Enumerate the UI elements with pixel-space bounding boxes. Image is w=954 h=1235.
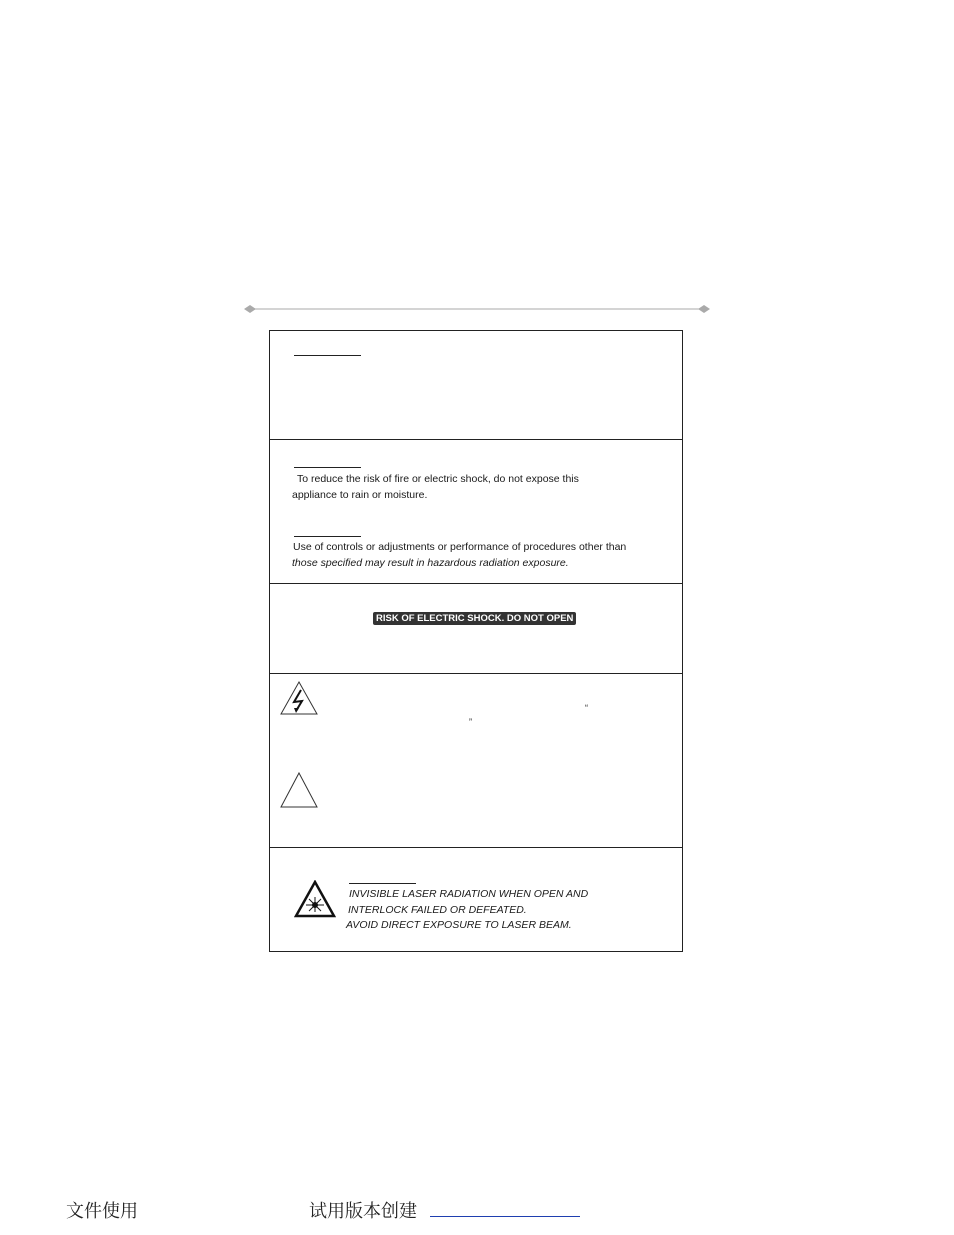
shock-label-section bbox=[270, 583, 682, 674]
exclamation-triangle-icon bbox=[279, 771, 319, 809]
heading-underline bbox=[349, 883, 416, 884]
safety-warning-box bbox=[269, 330, 683, 952]
caution-section bbox=[270, 331, 682, 440]
laser-caution-line2: those specified may result in hazardous radiation exposure. bbox=[292, 557, 569, 569]
laser-caution-line1: Use of controls or adjustments or performance of procedures other than bbox=[293, 541, 627, 553]
moisture-warning-line2: appliance to rain or moisture. bbox=[292, 489, 428, 501]
laser-label-section bbox=[270, 847, 682, 953]
warning-section bbox=[270, 439, 682, 584]
lightning-triangle-icon bbox=[279, 680, 319, 716]
laser-label-line1: INVISIBLE LASER RADIATION WHEN OPEN AND bbox=[349, 888, 589, 900]
heading-underline bbox=[294, 467, 361, 468]
footer-link-underline[interactable] bbox=[430, 1216, 580, 1217]
footer-left-text: 文件使用 bbox=[66, 1201, 138, 1222]
header-divider bbox=[244, 303, 710, 315]
laser-hazard-icon bbox=[294, 880, 336, 918]
laser-label-line3: AVOID DIRECT EXPOSURE TO LASER BEAM. bbox=[346, 919, 572, 931]
open-quote: “ bbox=[585, 703, 588, 713]
close-quote: ” bbox=[469, 717, 472, 727]
shock-warning-badge: RISK OF ELECTRIC SHOCK. DO NOT OPEN bbox=[373, 612, 576, 625]
footer-right-text: 试用版本创建 bbox=[309, 1201, 417, 1222]
heading-underline bbox=[294, 355, 361, 356]
symbols-section bbox=[270, 673, 682, 848]
laser-label-line2: INTERLOCK FAILED OR DEFEATED. bbox=[348, 904, 527, 916]
moisture-warning-line1: To reduce the risk of fire or electric shock, do not expose this bbox=[297, 473, 579, 485]
heading-underline bbox=[294, 536, 361, 537]
